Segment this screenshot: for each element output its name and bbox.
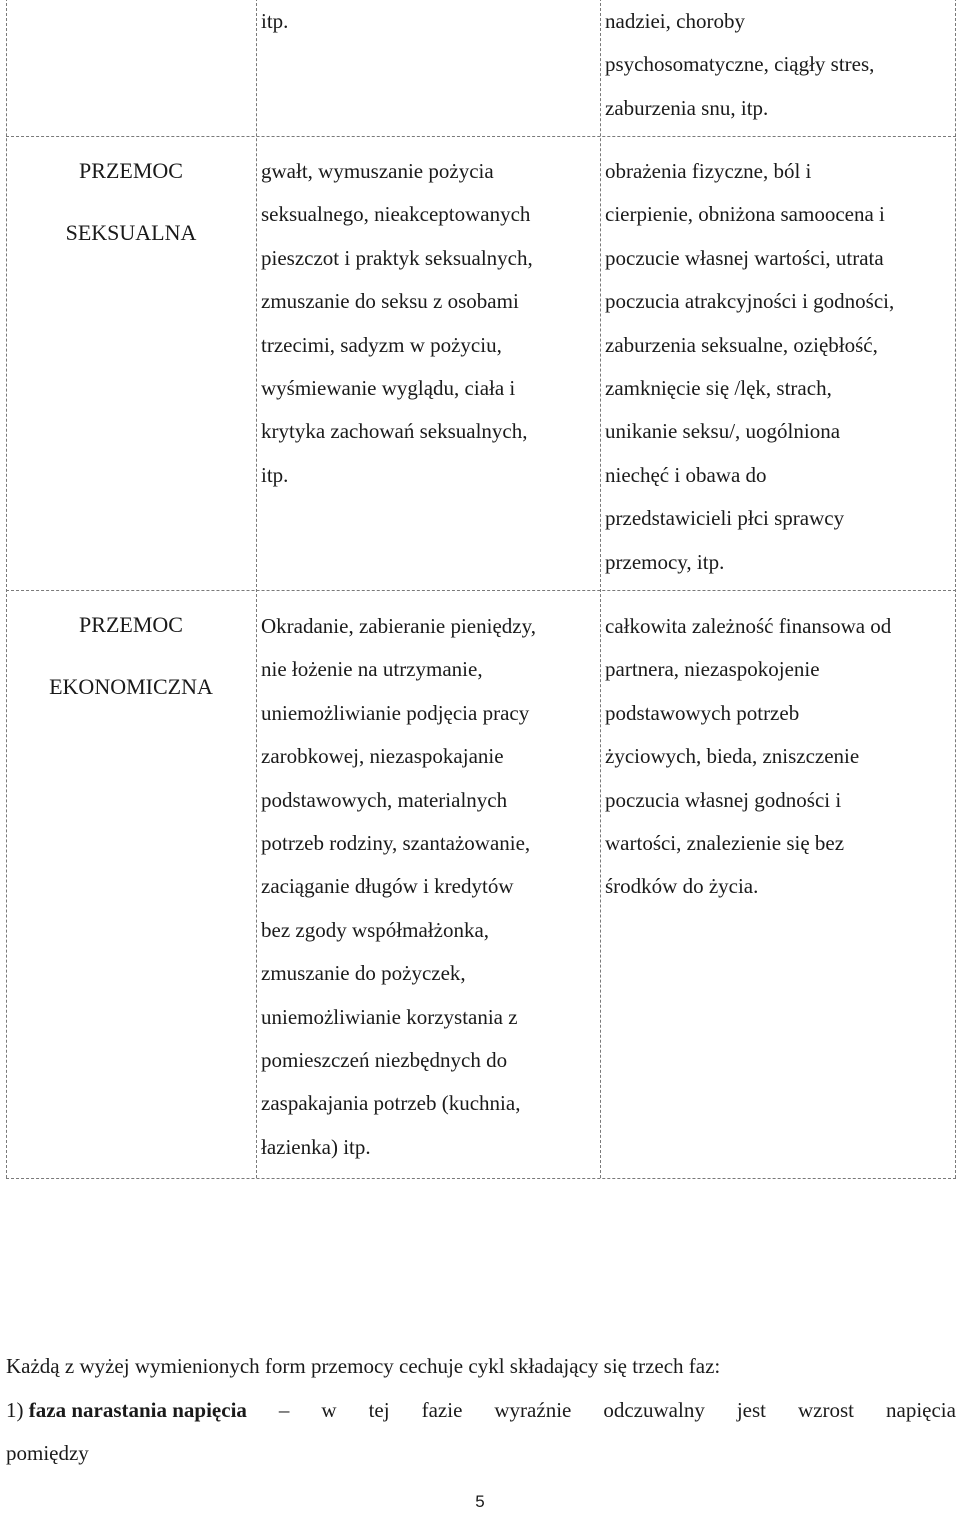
justified-word: – bbox=[278, 1398, 290, 1422]
justified-word: odczuwalny bbox=[603, 1398, 705, 1422]
justified-word: fazie bbox=[421, 1398, 463, 1422]
justified-word: tej bbox=[368, 1398, 390, 1422]
cell-line: zaciąganie długów i kredytów bbox=[261, 874, 514, 899]
cell-line: unikanie seksu/, uogólniona bbox=[605, 419, 841, 444]
category-label-economic bbox=[6, 594, 256, 718]
cell-line: podstawowych potrzeb bbox=[605, 700, 800, 725]
category-line: PRZEMOC bbox=[79, 158, 183, 183]
paragraph-intro: Każdą z wyżej wymienionych form przemocy cechuje cykl składający się trzech faz: bbox=[6, 1354, 721, 1378]
cell-line: zmuszanie do seksu z osobami bbox=[261, 289, 519, 314]
cell-line: obrażenia fizyczne, ból i bbox=[605, 159, 812, 183]
list-number: 1) bbox=[6, 1398, 29, 1422]
cell-line: bez zgody współmałżonka, bbox=[261, 917, 490, 942]
cell-line: trzecimi, sadyzm w pożyciu, bbox=[261, 332, 502, 357]
cell-line: niechęć i obawa do bbox=[605, 462, 767, 487]
cell-line: Okradanie, zabieranie pieniędzy, bbox=[261, 614, 536, 638]
cell-line: itp. bbox=[261, 9, 289, 33]
justified-word: jest bbox=[736, 1398, 766, 1422]
justified-word: wzrost bbox=[798, 1398, 854, 1422]
table-cell-forms bbox=[261, 0, 288, 43]
cell-line: partnera, niezaspokojenie bbox=[605, 657, 820, 682]
cell-line: poczucia własnej godności i bbox=[605, 787, 842, 812]
cell-line: całkowita zależność finansowa od bbox=[605, 614, 892, 638]
paragraph-continuation: pomiędzy bbox=[6, 1441, 89, 1465]
page-number: 5 bbox=[475, 1492, 485, 1511]
cell-line: życiowych, bieda, zniszczenie bbox=[605, 744, 860, 769]
cell-line: potrzeb rodziny, szantażowanie, bbox=[261, 830, 531, 855]
table-cell-effects bbox=[605, 150, 894, 584]
cell-line: pomieszczeń niezbędnych do bbox=[261, 1047, 508, 1072]
table-border bbox=[600, 0, 601, 1178]
justified-word: napięcia bbox=[886, 1398, 956, 1422]
cell-line: pieszczot i praktyk seksualnych, bbox=[261, 245, 533, 270]
cell-line: zmuszanie do pożyczek, bbox=[261, 961, 466, 986]
phase-title: faza narastania napięcia bbox=[28, 1398, 247, 1422]
paragraph-phase-1 bbox=[6, 1389, 956, 1432]
cell-line: podstawowych, materialnych bbox=[261, 787, 508, 812]
cell-line: poczucia atrakcyjności i godności, bbox=[605, 289, 895, 314]
cell-line: wartości, znalezienie się bez bbox=[605, 830, 845, 855]
cell-line: przemocy, itp. bbox=[605, 549, 725, 574]
cell-line: przedstawicieli płci sprawcy bbox=[605, 506, 845, 531]
table-border bbox=[6, 590, 956, 591]
cell-line: itp. bbox=[261, 462, 289, 487]
category-label-sexual bbox=[6, 140, 256, 264]
table-border bbox=[256, 0, 257, 1178]
violence-forms-table bbox=[6, 0, 956, 1178]
category-line: EKONOMICZNA bbox=[49, 674, 213, 699]
cell-line: zamknięcie się /lęk, strach, bbox=[605, 375, 832, 400]
justified-word: wyraźnie bbox=[494, 1398, 572, 1422]
justified-word: w bbox=[321, 1398, 337, 1422]
cell-line: wyśmiewanie wyglądu, ciała i bbox=[261, 375, 516, 400]
cell-line: uniemożliwianie korzystania z bbox=[261, 1004, 518, 1029]
table-cell-effects bbox=[605, 0, 874, 130]
cell-line: cierpienie, obniżona samoocena i bbox=[605, 202, 885, 227]
table-cell-forms bbox=[261, 605, 536, 1169]
cell-line: zarobkowej, niezaspokajanie bbox=[261, 744, 504, 769]
cell-line: nadziei, choroby bbox=[605, 9, 745, 33]
cell-line: psychosomatyczne, ciągły stres, bbox=[605, 52, 875, 77]
cell-line: gwałt, wymuszanie pożycia bbox=[261, 159, 494, 183]
cell-line: poczucie własnej wartości, utrata bbox=[605, 245, 884, 270]
cell-line: seksualnego, nieakceptowanych bbox=[261, 202, 531, 227]
category-line: SEKSUALNA bbox=[65, 220, 197, 245]
table-border bbox=[6, 1178, 956, 1179]
cell-line: krytyka zachowań seksualnych, bbox=[261, 419, 528, 444]
cell-line: nie łożenie na utrzymanie, bbox=[261, 657, 483, 682]
table-border bbox=[6, 136, 956, 137]
cell-line: łazienka) itp. bbox=[261, 1134, 371, 1159]
table-cell-effects bbox=[605, 605, 891, 909]
cell-line: środków do życia. bbox=[605, 874, 759, 899]
table-cell-forms bbox=[261, 150, 533, 497]
cell-line: zaspakajania potrzeb (kuchnia, bbox=[261, 1091, 521, 1116]
cell-line: zaburzenia seksualne, oziębłość, bbox=[605, 332, 878, 357]
table-border bbox=[955, 0, 956, 1178]
category-line: PRZEMOC bbox=[79, 612, 183, 637]
cell-line: uniemożliwianie podjęcia pracy bbox=[261, 700, 530, 725]
list-item-number bbox=[6, 1389, 247, 1432]
cell-line: zaburzenia snu, itp. bbox=[605, 95, 769, 120]
